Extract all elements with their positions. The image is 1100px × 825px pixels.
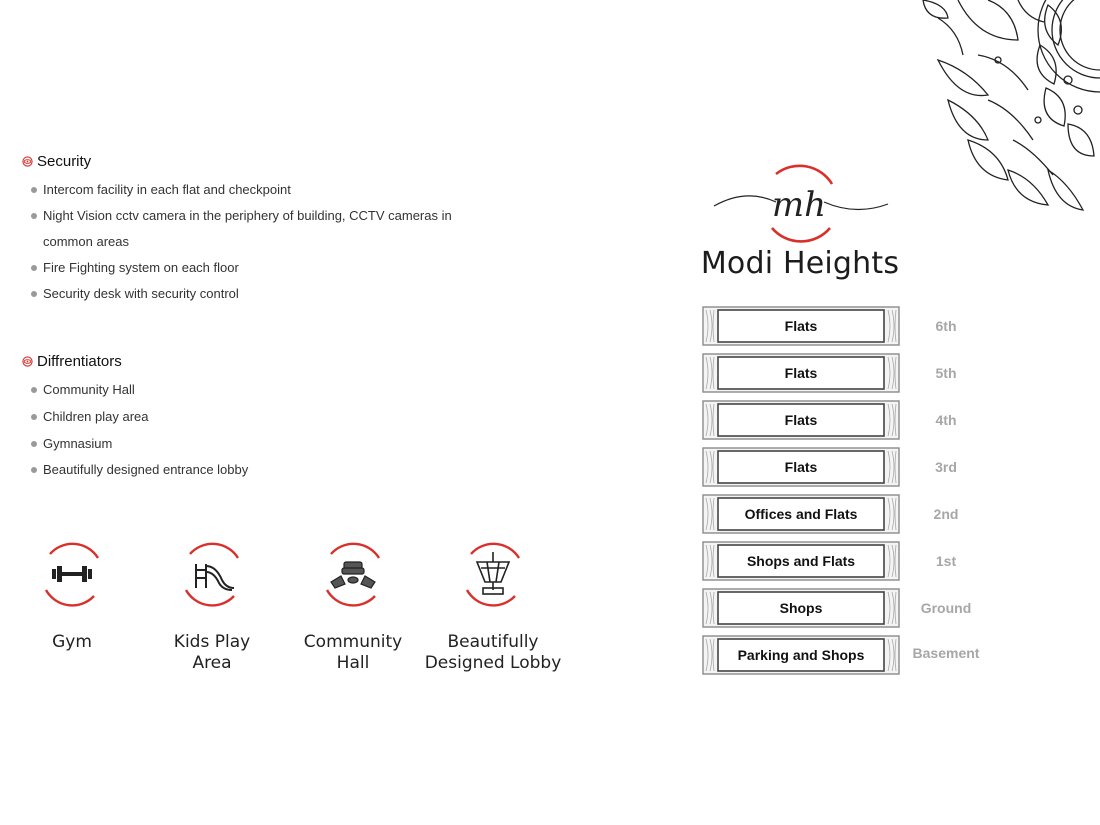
floor-name: Parking and Shops [737, 647, 865, 663]
floor-name: Flats [784, 412, 818, 428]
amenity-label: Gym [52, 632, 92, 652]
security-heading [22, 153, 91, 170]
eye-icon [22, 356, 33, 367]
floor-name: Shops and Flats [746, 553, 856, 569]
floor-row [702, 588, 900, 628]
list-item: Night Vision cctv camera in the periphery of building, CCTV cameras in [30, 206, 452, 226]
differentiators-heading [22, 353, 122, 370]
security-list [30, 180, 452, 310]
floor-row [702, 400, 900, 440]
amenity-label: Beautifully Designed Lobby [424, 632, 562, 673]
floor-row [702, 635, 900, 675]
brand-name: Modi Heights [700, 246, 900, 281]
list-item: Gymnasium [30, 434, 248, 454]
floor-name: Shops [779, 600, 823, 616]
floor-row [702, 541, 900, 581]
slide-icon [176, 538, 248, 610]
mandala-decoration [918, 0, 1100, 215]
floor-level-label: 5th [935, 365, 957, 381]
amenity-label: Kids Play Area [173, 632, 251, 673]
floor-row [702, 306, 900, 346]
amenity-gym [2, 538, 142, 653]
floor-level-label: 3rd [935, 459, 957, 475]
brand-logo [706, 158, 892, 246]
list-item: Fire Fighting system on each floor [30, 258, 452, 278]
floor-level-label: 1st [935, 553, 957, 569]
sofa-icon [317, 538, 389, 610]
amenity-lobby [423, 538, 563, 674]
amenity-label: Community Hall [303, 632, 403, 673]
floor-level-label: 2nd [933, 506, 959, 522]
floor-level-label: 6th [935, 318, 957, 334]
eye-icon [22, 156, 33, 167]
floor-level-label: Basement [912, 645, 980, 661]
differentiators-list [30, 380, 248, 487]
floor-name: Flats [784, 318, 818, 334]
floor-row [702, 494, 900, 534]
monogram-icon [706, 158, 892, 246]
list-item: Intercom facility in each flat and checkpoint [30, 180, 452, 200]
chandelier-icon [457, 538, 529, 610]
amenity-community-hall [283, 538, 423, 674]
monogram-text: mh [771, 185, 827, 225]
amenity-kids-play-area [142, 538, 282, 674]
floor-level-label: 4th [935, 412, 957, 428]
dumbbell-icon [36, 538, 108, 610]
list-item: Beautifully designed entrance lobby [30, 460, 248, 480]
floor-name: Flats [784, 459, 818, 475]
floor-row [702, 353, 900, 393]
list-item: Community Hall [30, 380, 248, 400]
list-item: Children play area [30, 407, 248, 427]
floor-name: Flats [784, 365, 818, 381]
floor-row [702, 447, 900, 487]
differentiators-title: Diffrentiators [37, 353, 122, 370]
floor-name: Offices and Flats [744, 506, 858, 522]
floor-level-label: Ground [920, 600, 972, 616]
security-title: Security [37, 153, 92, 170]
list-item: common areas [43, 234, 129, 249]
list-item: Security desk with security control [30, 284, 452, 304]
